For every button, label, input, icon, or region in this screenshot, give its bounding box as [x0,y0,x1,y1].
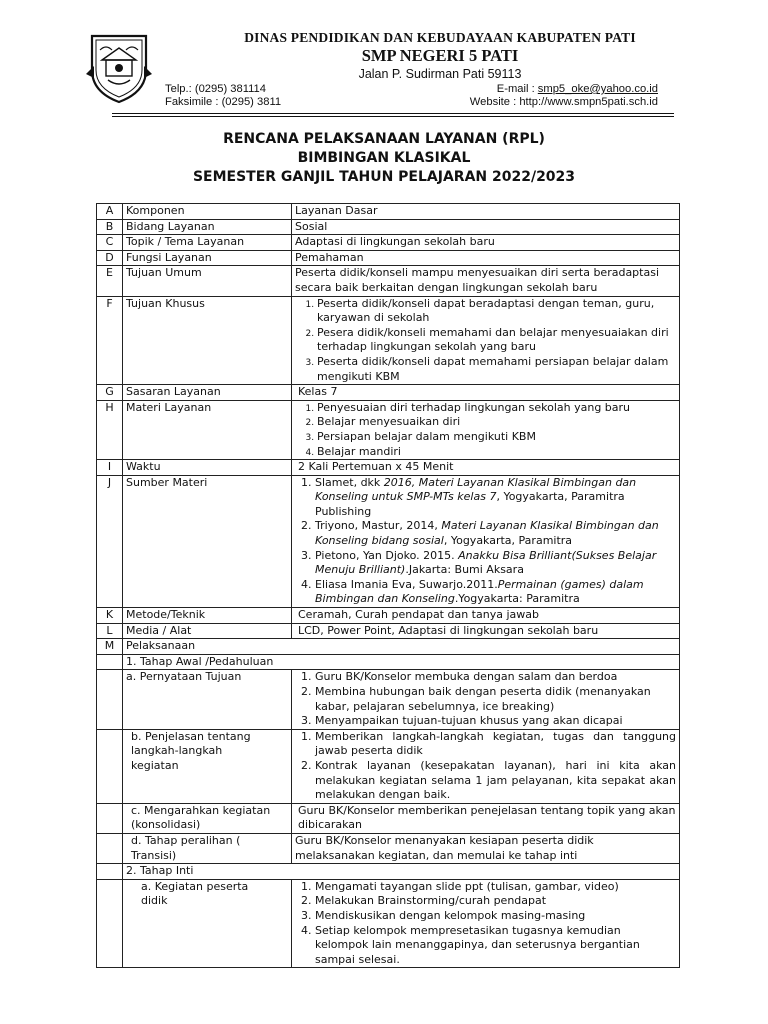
row-label: Topik / Tema Layanan [123,235,292,251]
row-value: Kelas 7 [292,385,680,401]
row-label: Tujuan Umum [123,266,292,296]
row-label: Sumber Materi [123,475,292,607]
stage-heading: 2. Tahap Inti [123,864,680,880]
stage-heading: 1. Tahap Awal /Pedahuluan [123,654,680,670]
list-item: 3. Peserta didik/konseli dapat memahami persiapan belajar dalam mengikuti KBM [317,355,676,384]
row-value: Sosial [292,219,680,235]
table-row [97,879,680,968]
row-code: F [97,296,123,385]
table-row [97,460,680,476]
doc-title-line2: BIMBINGAN KLASIKAL [297,150,471,166]
table-row [97,204,680,220]
list-item: 3. Menyampaikan tujuan-tujuan khusus yang akan dicapai [315,714,676,729]
material-list [295,401,676,459]
step-value: Guru BK/Konselor memberikan penejelasan tentang topik yang akan dibicarakan [292,803,680,833]
source-title: Permainan (games) dalam Bimbingan dan Konseling [315,577,644,606]
email-line [497,83,658,95]
list-item: 4. Setiap kelompok mempresetasikan tugasnya kemudian kelompok lain menanggapinya, dan seterusnya bergantian sampai selesai. [315,924,676,968]
list-item: 4. Belajar mandiri [317,445,676,460]
row-value: LCD, Power Point, Adaptasi di lingkungan sekolah baru [292,623,680,639]
table-row [97,623,680,639]
row-label: Tujuan Khusus [123,296,292,385]
table-row [97,803,680,833]
row-code: B [97,219,123,235]
row-value: 2 Kali Pertemuan x 45 Menit [292,460,680,476]
table-row [97,639,680,655]
list-item: 2. Pesera didik/konseli memahami dan belajar menyesuaiakan diri terhadap lingkungan sekolah yang baru [317,326,676,355]
school-address: Jalan P. Sudirman Pati 59113 [358,67,522,81]
source-text: Eliasa Imania Eva, Suwarjo.2011. [315,577,498,591]
source-text: .Yogyakarta: Paramitra [454,592,580,606]
row-code [97,654,123,670]
list-item [315,578,676,607]
source-title: 2016, Materi Layanan Klasikal Bimbingan dan Konseling untuk SMP-MTs kelas 7 [315,475,637,504]
fax: Faksimile : (0295) 3811 [165,96,282,108]
row-label: Waktu [123,460,292,476]
row-value: Peserta didik/konseli mampu menyesuaikan diri serta beradaptasi secara baik berkaitan dengan lingkungan sekolah baru [292,266,680,296]
row-code: K [97,608,123,624]
school-name: SMP NEGERI 5 PATI [361,46,519,65]
step-label: a. Pernyataan Tujuan [123,670,292,729]
email-label: E-mail : [496,83,538,95]
step-value [292,879,680,968]
row-code [97,670,123,729]
row-code: L [97,623,123,639]
list-item: 3. Mendiskusikan dengan kelompok masing-masing [315,909,676,924]
row-code: C [97,235,123,251]
table-row [97,833,680,863]
source-title: Anakku Bisa Brilliant(Sukses Belajar Menuju Brilliant) [315,548,657,577]
table-row [97,235,680,251]
source-text: , Yogyakarta, Paramitra Publishing [315,490,625,518]
row-code: H [97,400,123,459]
row-code: E [97,266,123,296]
row-label: Media / Alat [123,623,292,639]
table-row [97,729,680,803]
row-label: Metode/Teknik [123,608,292,624]
row-code: I [97,460,123,476]
row-value [292,400,680,459]
row-value: Adaptasi di lingkungan sekolah baru [292,235,680,251]
list-item: 3. Persiapan belajar dalam mengikuti KBM [317,430,676,445]
step-label: a. Kegiatan peserta didik [123,879,292,968]
row-value: Ceramah, Curah pendapat dan tanya jawab [292,608,680,624]
table-row [97,654,680,670]
list-item: 2. Belajar menyesuaikan diri [317,415,676,430]
step-list [295,880,676,968]
row-code: G [97,385,123,401]
step-label: c. Mengarahkan kegiatan (konsolidasi) [123,803,292,833]
row-code [97,833,123,863]
agency-name: DINAS PENDIDIKAN DAN KEBUDAYAAN KABUPATEN PATI [244,30,636,45]
list-item: 1. Peserta didik/konseli dapat beradaptasi dengan teman, guru, karyawan di sekolah [317,297,676,326]
row-code: M [97,639,123,655]
phone: Telp.: (0295) 381114 [165,83,266,95]
source-text: Slamet, dkk [315,475,384,489]
row-code [97,803,123,833]
row-code [97,879,123,968]
list-item: 1. Guru BK/Konselor membuka dengan salam dan berdoa [315,670,676,685]
list-item [315,476,676,520]
row-code: A [97,204,123,220]
header-divider-thin [112,116,674,117]
source-title: Materi Layanan Klasikal Bimbingan dan Konseling bidang sosial [315,519,659,548]
step-value [292,729,680,803]
step-value: Guru BK/Konselor menanyakan kesiapan peserta didik melaksanakan kegiatan, dan memulai ke tahap inti [292,833,680,863]
table-row [97,266,680,296]
source-text: Pietono, Yan Djoko. 2015. [315,548,459,562]
row-code: J [97,475,123,607]
source-text: , Yogyakarta, Paramitra [443,534,573,548]
list-item: 2. Melakukan Brainstorming/curah pendapat [315,894,676,909]
table-row [97,385,680,401]
letterhead [0,0,768,120]
row-code: D [97,250,123,266]
row-value [292,296,680,385]
row-value: Pemahaman [292,250,680,266]
objective-list [295,297,676,385]
list-item [315,549,676,578]
header-divider [112,113,674,114]
source-text: Triyono, Mastur, 2014, [315,519,442,533]
list-item: 1. Penyesuaian diri terhadap lingkungan sekolah yang baru [317,401,676,416]
doc-title-line3: SEMESTER GANJIL TAHUN PELAJARAN 2022/2023 [192,169,576,185]
rpl-table [96,203,680,968]
step-label: d. Tahap peralihan ( Transisi) [123,833,292,863]
list-item: 2. Kontrak layanan (kesepakatan layanan), hari ini kita akan melakukan kegiatan selama 1 jam pelayanan, kita sepakat akan melakukan dengan baik. [315,759,676,803]
table-row [97,250,680,266]
list-item [315,519,676,548]
table-row [97,400,680,459]
list-item: 1. Mengamati tayangan slide ppt (tulisan, gambar, video) [315,880,676,895]
list-item: 1. Memberikan langkah-langkah kegiatan, tugas dan tanggung jawab peserta didik [315,730,676,759]
step-label: b. Penjelasan tentang langkah-langkah kegiatan [123,729,292,803]
list-item: 2. Membina hubungan baik dengan peserta didik (menanyakan kabar, pelajaran sebelumnya, ice breaking) [315,685,676,714]
source-list [295,476,676,607]
table-row [97,296,680,385]
row-code [97,729,123,803]
source-text: .Jakarta: Bumi Aksara [405,563,524,577]
row-label: Komponen [123,204,292,220]
doc-title-line1: RENCANA PELAKSANAAN LAYANAN (RPL) [223,131,545,147]
regency-emblem-icon [86,30,152,104]
row-value [292,475,680,607]
table-row [97,475,680,607]
row-label: Fungsi Layanan [123,250,292,266]
step-list [295,730,676,803]
table-row [97,219,680,235]
step-list [295,670,676,728]
row-label: Materi Layanan [123,400,292,459]
row-code [97,864,123,880]
table-row [97,608,680,624]
step-value [292,670,680,729]
row-label: Pelaksanaan [123,639,680,655]
website: Website : http://www.smpn5pati.sch.id [469,96,658,108]
email-link[interactable]: smp5_oke@yahoo.co.id [537,83,658,95]
table-row [97,670,680,729]
row-label: Bidang Layanan [123,219,292,235]
row-value: Layanan Dasar [292,204,680,220]
row-label: Sasaran Layanan [123,385,292,401]
table-row [97,864,680,880]
